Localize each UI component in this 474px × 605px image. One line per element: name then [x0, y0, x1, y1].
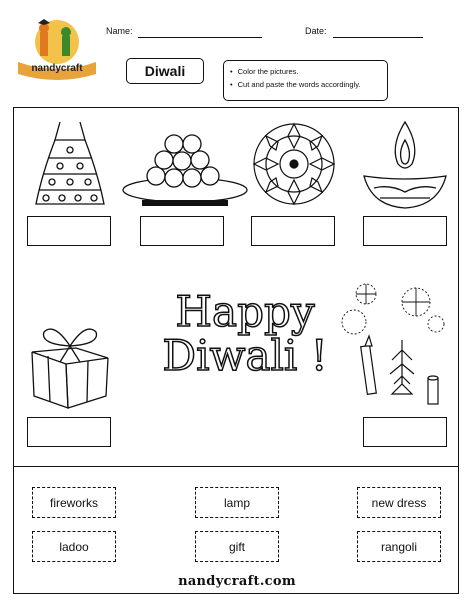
- instruction-item: • Color the pictures.: [230, 65, 381, 78]
- answer-box-gift[interactable]: [27, 417, 111, 447]
- greeting-text: [130, 287, 360, 380]
- answer-box-rangoli[interactable]: [251, 216, 335, 246]
- word-card-ladoo[interactable]: ladoo: [32, 531, 116, 562]
- answer-box-ladoo[interactable]: [140, 216, 224, 246]
- footer-website: nandycraft.com: [178, 574, 296, 589]
- logo-text: nandycraft: [31, 63, 83, 74]
- word-card-gift[interactable]: gift: [195, 531, 279, 562]
- instructions-box: [223, 60, 388, 101]
- name-field[interactable]: [138, 37, 262, 38]
- worksheet-title: Diwali: [126, 58, 204, 84]
- answer-box-dress[interactable]: [27, 216, 111, 246]
- word-card-rangoli[interactable]: rangoli: [357, 531, 441, 562]
- greeting-line-2: Diwali !: [162, 331, 328, 380]
- date-label: Date:: [305, 26, 327, 36]
- greeting-line-1: Happy: [175, 287, 315, 336]
- instruction-item: • Cut and paste the words accordingly.: [230, 78, 381, 91]
- answer-box-fireworks[interactable]: [363, 417, 447, 447]
- dress-icon: [30, 114, 110, 210]
- gift-icon: [26, 318, 114, 410]
- diya-lamp-icon: [360, 118, 450, 210]
- word-card-new-dress[interactable]: new dress: [357, 487, 441, 518]
- name-label: Name:: [106, 26, 133, 36]
- ladoo-plate-icon: [120, 126, 250, 208]
- answer-box-diya[interactable]: [363, 216, 447, 246]
- date-field[interactable]: [333, 37, 423, 38]
- nandycraft-logo: [12, 14, 102, 84]
- fireworks-icon: [336, 280, 448, 412]
- word-card-fireworks[interactable]: fireworks: [32, 487, 116, 518]
- rangoli-icon: [248, 118, 340, 210]
- word-card-lamp[interactable]: lamp: [195, 487, 279, 518]
